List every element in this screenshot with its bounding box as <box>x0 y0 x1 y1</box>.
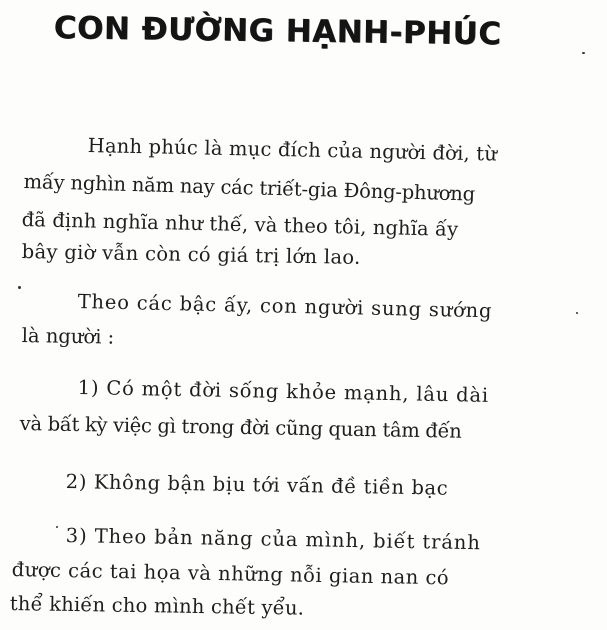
page-title: CON ĐƯỜNG HẠNH-PHÚC <box>53 10 502 53</box>
paragraph-1-line-1: Hạnh phúc là mục đích của người đời, từ <box>87 134 498 166</box>
paragraph-1-line-4: bây giờ vẫn còn có giá trị lớn lao. <box>21 240 361 269</box>
list-item-1-line-2: và bất kỳ việc gì trong đời cũng quan tâm đến <box>19 412 462 443</box>
list-item-3-line-1: 3) Theo bản năng của mình, biết tránh <box>65 524 481 555</box>
paragraph-2-line-1: Theo các bậc ấy, con người sung sướng <box>77 290 493 323</box>
list-item-1-line-1: 1) Có một đời sống khỏe mạnh, lâu dài <box>77 376 490 407</box>
scan-speck <box>576 312 578 314</box>
list-item-3-line-2: được các tai họa và những nỗi gian nan có <box>11 558 450 590</box>
list-item-3-line-3: thể khiến cho mình chết yểu. <box>9 592 305 620</box>
scan-speck <box>582 52 585 54</box>
list-item-2: 2) Không bận bịu tới vấn đề tiền bạc <box>65 470 449 500</box>
paragraph-2-line-2: là người : <box>21 324 115 349</box>
paragraph-1-line-2: mấy nghìn năm nay các triết-gia Đông-phương <box>23 170 476 206</box>
scan-speck <box>18 286 21 289</box>
paragraph-1-line-3: đã định nghĩa như thế, và theo tôi, nghĩa ấy <box>21 208 459 241</box>
scan-speck <box>56 526 58 528</box>
